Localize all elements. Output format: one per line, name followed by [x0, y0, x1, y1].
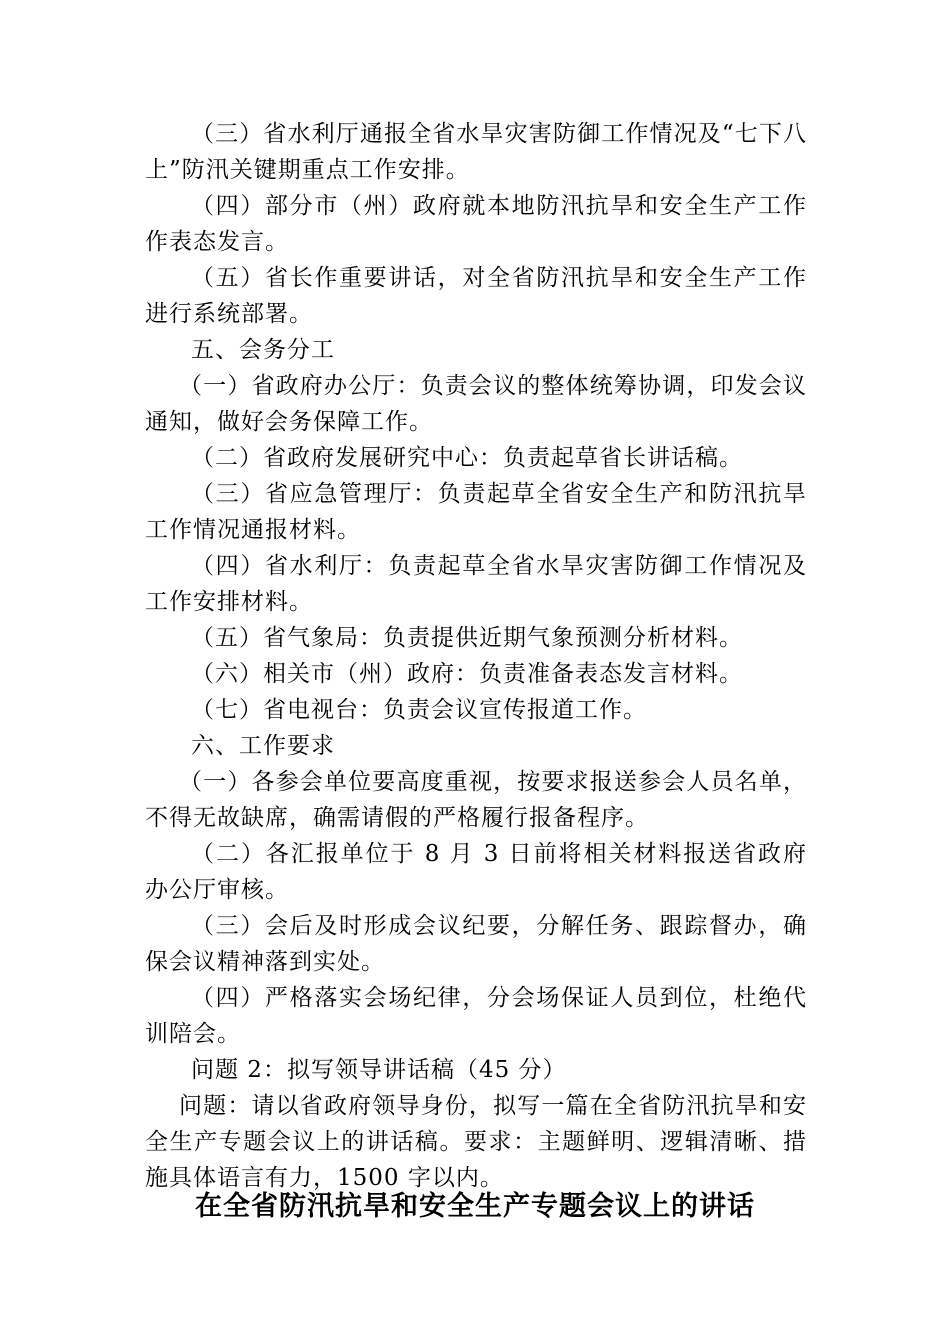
- division-item-1: （一）省政府办公厅：负责会议的整体统筹协调，印发会议通知，做好会务保障工作。: [145, 373, 807, 435]
- paragraph-item-3-report: （三）省水利厅通报全省水旱灾害防御工作情况及“七下八上”防汛关键期重点工作安排。: [145, 121, 807, 183]
- division-item-6: （六）相关市（州）政府：负责准备表态发言材料。: [191, 661, 743, 687]
- requirement-item-3: （三）会后及时形成会议纪要，分解任务、跟踪督办，确保会议精神落到实处。: [145, 913, 807, 975]
- division-item-5: （五）省气象局：负责提供近期气象预测分析材料。: [191, 625, 743, 651]
- division-item-4: （四）省水利厅：负责起草全省水旱灾害防御工作情况及工作安排材料。: [145, 553, 807, 615]
- speech-title: 在全省防汛抗旱和安全生产专题会议上的讲话: [195, 1191, 755, 1222]
- question-2-heading: 问题 2：拟写领导讲话稿（45 分）: [191, 1057, 567, 1083]
- section-heading-requirements: 六、工作要求: [191, 733, 335, 759]
- document-body: [145, 116, 807, 1196]
- requirement-item-2: （二）各汇报单位于 8 月 3 日前将相关材料报送省政府办公厅审核。: [145, 841, 807, 903]
- division-item-2: （二）省政府发展研究中心：负责起草省长讲话稿。: [191, 445, 743, 471]
- paragraph-item-5-speech: （五）省长作重要讲话，对全省防汛抗旱和安全生产工作进行系统部署。: [145, 265, 807, 327]
- section-heading-division: 五、会务分工: [191, 337, 335, 363]
- question-2-prompt: 问题：请以省政府领导身份，拟写一篇在全省防汛抗旱和安全生产专题会议上的讲话稿。要求：主题鲜明、逻辑清晰、措施具体语言有力，1500 字以内。: [145, 1093, 807, 1191]
- division-item-3: （三）省应急管理厅：负责起草全省安全生产和防汛抗旱工作情况通报材料。: [145, 481, 807, 543]
- division-item-7: （七）省电视台：负责会议宣传报道工作。: [191, 697, 647, 723]
- paragraph-item-4-statements: （四）部分市（州）政府就本地防汛抗旱和安全生产工作作表态发言。: [145, 193, 807, 255]
- requirement-item-1: （一）各参会单位要高度重视，按要求报送参会人员名单，不得无故缺席，确需请假的严格履行报备程序。: [145, 769, 807, 831]
- requirement-item-4: （四）严格落实会场纪律，分会场保证人员到位，杜绝代训陪会。: [145, 985, 807, 1047]
